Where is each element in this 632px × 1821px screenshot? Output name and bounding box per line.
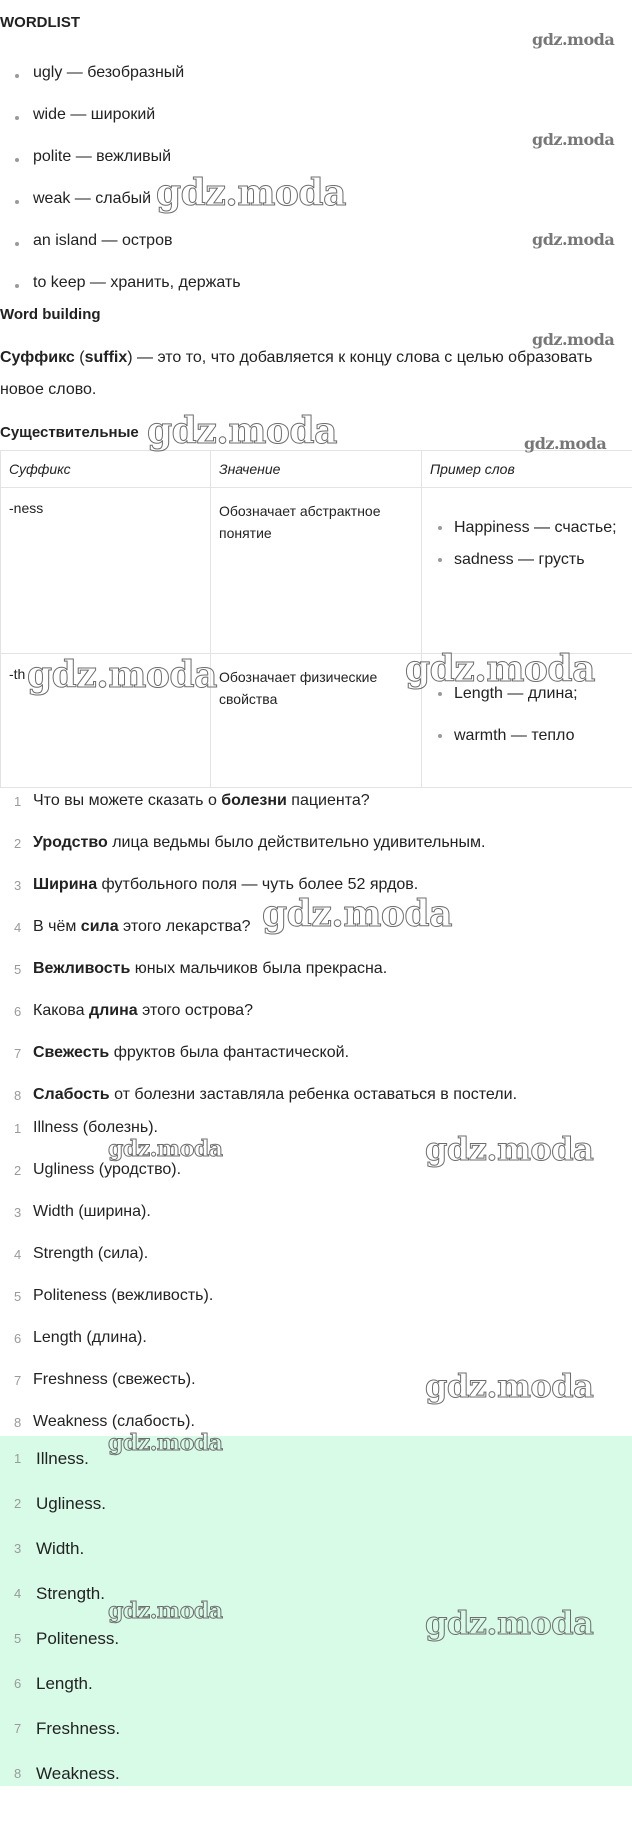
sentence-text: от болезни заставляла ребенка оставаться в постели.: [109, 1086, 518, 1103]
table-row: [1, 488, 632, 654]
translation-text: Weakness (слабость).: [33, 1413, 195, 1430]
list-item: [0, 1764, 632, 1806]
watermark: gdz.moda: [108, 1598, 223, 1624]
table-cell-meaning: Обозначает физические свойства: [211, 654, 422, 788]
item-number: 7: [14, 1373, 22, 1388]
item-number: 2: [14, 836, 22, 851]
bullet: [438, 526, 442, 530]
bullet: [438, 692, 442, 696]
sentence-keyword: Вежливость: [33, 960, 131, 977]
item-number: 6: [14, 1676, 22, 1691]
sentence-text: В чём: [33, 918, 81, 935]
bullet: [438, 558, 442, 562]
watermark: gdz.moda: [27, 654, 217, 696]
watermark: gdz.moda: [532, 30, 615, 49]
item-number: 2: [14, 1496, 22, 1511]
translation-text: Length (длина).: [33, 1329, 147, 1346]
list-item: [0, 960, 632, 1002]
table-cell-meaning: Обозначает абстрактное понятие: [211, 488, 422, 654]
list-item: [0, 1449, 632, 1491]
item-number: 6: [14, 1004, 22, 1019]
answer-text: Politeness.: [36, 1629, 120, 1648]
table-header: Суффикс: [1, 451, 211, 488]
sentence-text: фруктов была фантастической.: [109, 1044, 350, 1061]
translation-text: Freshness (свежесть).: [33, 1371, 196, 1388]
item-number: 3: [14, 1205, 22, 1220]
suffix-definition: [0, 342, 620, 406]
list-item: [0, 1674, 632, 1716]
table-cell-examples: [422, 488, 632, 654]
sentence-keyword: болезни: [221, 792, 287, 809]
watermark: gdz.moda: [147, 410, 337, 452]
watermark: gdz.moda: [108, 1136, 223, 1162]
translation-text: Width (ширина).: [33, 1203, 151, 1220]
list-item: [0, 1203, 632, 1245]
example-text: sadness — грусть: [454, 551, 585, 568]
item-number: 7: [14, 1721, 22, 1736]
item-number: 4: [14, 1247, 22, 1262]
bullet: [15, 74, 19, 78]
list-item: [0, 1245, 632, 1287]
answer-text: Freshness.: [36, 1719, 121, 1738]
sentence-keyword: Слабость: [33, 1086, 110, 1103]
list-item: [0, 1287, 632, 1329]
sentence-text: этого острова?: [137, 1002, 253, 1019]
wordlist-item: an island — остров: [33, 232, 173, 249]
list-item: [0, 1719, 632, 1761]
table-cell-suffix: -th: [1, 654, 211, 788]
sentence-keyword: сила: [80, 918, 119, 935]
list-item: [0, 1494, 632, 1536]
list-item: [0, 834, 632, 876]
item-number: 3: [14, 1541, 22, 1556]
answer-text: Length.: [36, 1674, 93, 1693]
answer-text: Ugliness.: [36, 1494, 106, 1513]
bullet: [15, 200, 19, 204]
table-header-row: [1, 451, 632, 488]
sentence-keyword: длина: [88, 1002, 138, 1019]
watermark: gdz.moda: [108, 1430, 223, 1456]
answer-text: Weakness.: [36, 1764, 120, 1783]
watermark: gdz.moda: [425, 1367, 594, 1405]
bullet: [15, 284, 19, 288]
bullet: [15, 158, 19, 162]
item-number: 3: [14, 878, 22, 893]
suffix-table: [0, 450, 632, 788]
item-number: 1: [14, 1121, 22, 1136]
watermark: gdz.moda: [532, 230, 615, 249]
item-number: 5: [14, 962, 22, 977]
definition-term-en: suffix: [84, 349, 128, 366]
item-number: 6: [14, 1331, 22, 1346]
definition-open: (: [74, 349, 85, 366]
bullet: [15, 116, 19, 120]
list-item: [0, 1539, 632, 1581]
list-item: [0, 1044, 632, 1086]
item-number: 1: [14, 794, 22, 809]
translation-text: Ugliness (уродство).: [33, 1161, 182, 1178]
definition-term: Суффикс: [0, 349, 75, 366]
wordlist-item: wide — широкий: [33, 106, 156, 123]
watermark: gdz.moda: [425, 1130, 594, 1168]
item-number: 8: [14, 1088, 22, 1103]
sentence-text: юных мальчиков была прекрасна.: [130, 960, 388, 977]
translation-text: Strength (сила).: [33, 1245, 149, 1262]
item-number: 2: [14, 1163, 22, 1178]
item-number: 8: [14, 1766, 22, 1781]
answer-text: Width.: [36, 1539, 85, 1558]
item-number: 5: [14, 1631, 22, 1646]
watermark: gdz.moda: [524, 434, 607, 453]
list-item: [422, 516, 632, 540]
definition-text: ) — это то, что добавляется к концу слова с целью образовать новое слово.: [0, 349, 593, 398]
sentence-keyword: Ширина: [33, 876, 98, 893]
watermark: gdz.moda: [425, 1604, 594, 1642]
watermark: gdz.moda: [262, 893, 452, 935]
list-item: [422, 724, 632, 748]
item-number: 8: [14, 1415, 22, 1430]
list-item: [0, 792, 632, 834]
example-text: Length — длина;: [454, 685, 578, 702]
list-item: [422, 548, 632, 572]
watermark: gdz.moda: [532, 330, 615, 349]
answer-text: Strength.: [36, 1584, 105, 1603]
example-text: Happiness — счастье;: [454, 519, 617, 536]
word-building-title: Word building: [0, 306, 101, 323]
sentence-text: пациента?: [286, 792, 370, 809]
list-item: [0, 1329, 632, 1371]
item-number: 4: [14, 920, 22, 935]
sentence-text: Какова: [33, 1002, 89, 1019]
list-item: [0, 1002, 632, 1044]
table-header: Пример слов: [422, 451, 632, 488]
item-number: 4: [14, 1586, 22, 1601]
sentence-text: лица ведьмы было действительно удивительным.: [107, 834, 486, 851]
wordlist-item: to keep — хранить, держать: [33, 274, 241, 291]
watermark: gdz.moda: [405, 648, 595, 690]
sentence-keyword: Свежесть: [33, 1044, 110, 1061]
watermark: gdz.moda: [156, 172, 346, 214]
item-number: 5: [14, 1289, 22, 1304]
sentence-text: этого лекарства?: [118, 918, 251, 935]
sentence-text: футбольного поля — чуть более 52 ярдов.: [97, 876, 419, 893]
translation-text: Illness (болезнь).: [33, 1119, 158, 1136]
table-header: Значение: [211, 451, 422, 488]
bullet: [438, 734, 442, 738]
item-number: 7: [14, 1046, 22, 1061]
sentence-keyword: Уродство: [33, 834, 108, 851]
sentence-text: Что вы можете сказать о: [33, 792, 222, 809]
nouns-heading: Существительные: [0, 424, 139, 441]
item-number: 1: [14, 1451, 22, 1466]
bullet: [15, 242, 19, 246]
translation-text: Politeness (вежливость).: [33, 1287, 214, 1304]
wordlist-item: weak — слабый: [33, 190, 152, 207]
wordlist-item: polite — вежливый: [33, 148, 172, 165]
table-cell-suffix: -ness: [1, 488, 211, 654]
wordlist-item: ugly — безобразный: [33, 64, 185, 81]
answer-text: Illness.: [36, 1449, 89, 1468]
example-text: warmth — тепло: [454, 727, 575, 744]
wordlist-title: WORDLIST: [0, 14, 80, 31]
watermark: gdz.moda: [532, 130, 615, 149]
